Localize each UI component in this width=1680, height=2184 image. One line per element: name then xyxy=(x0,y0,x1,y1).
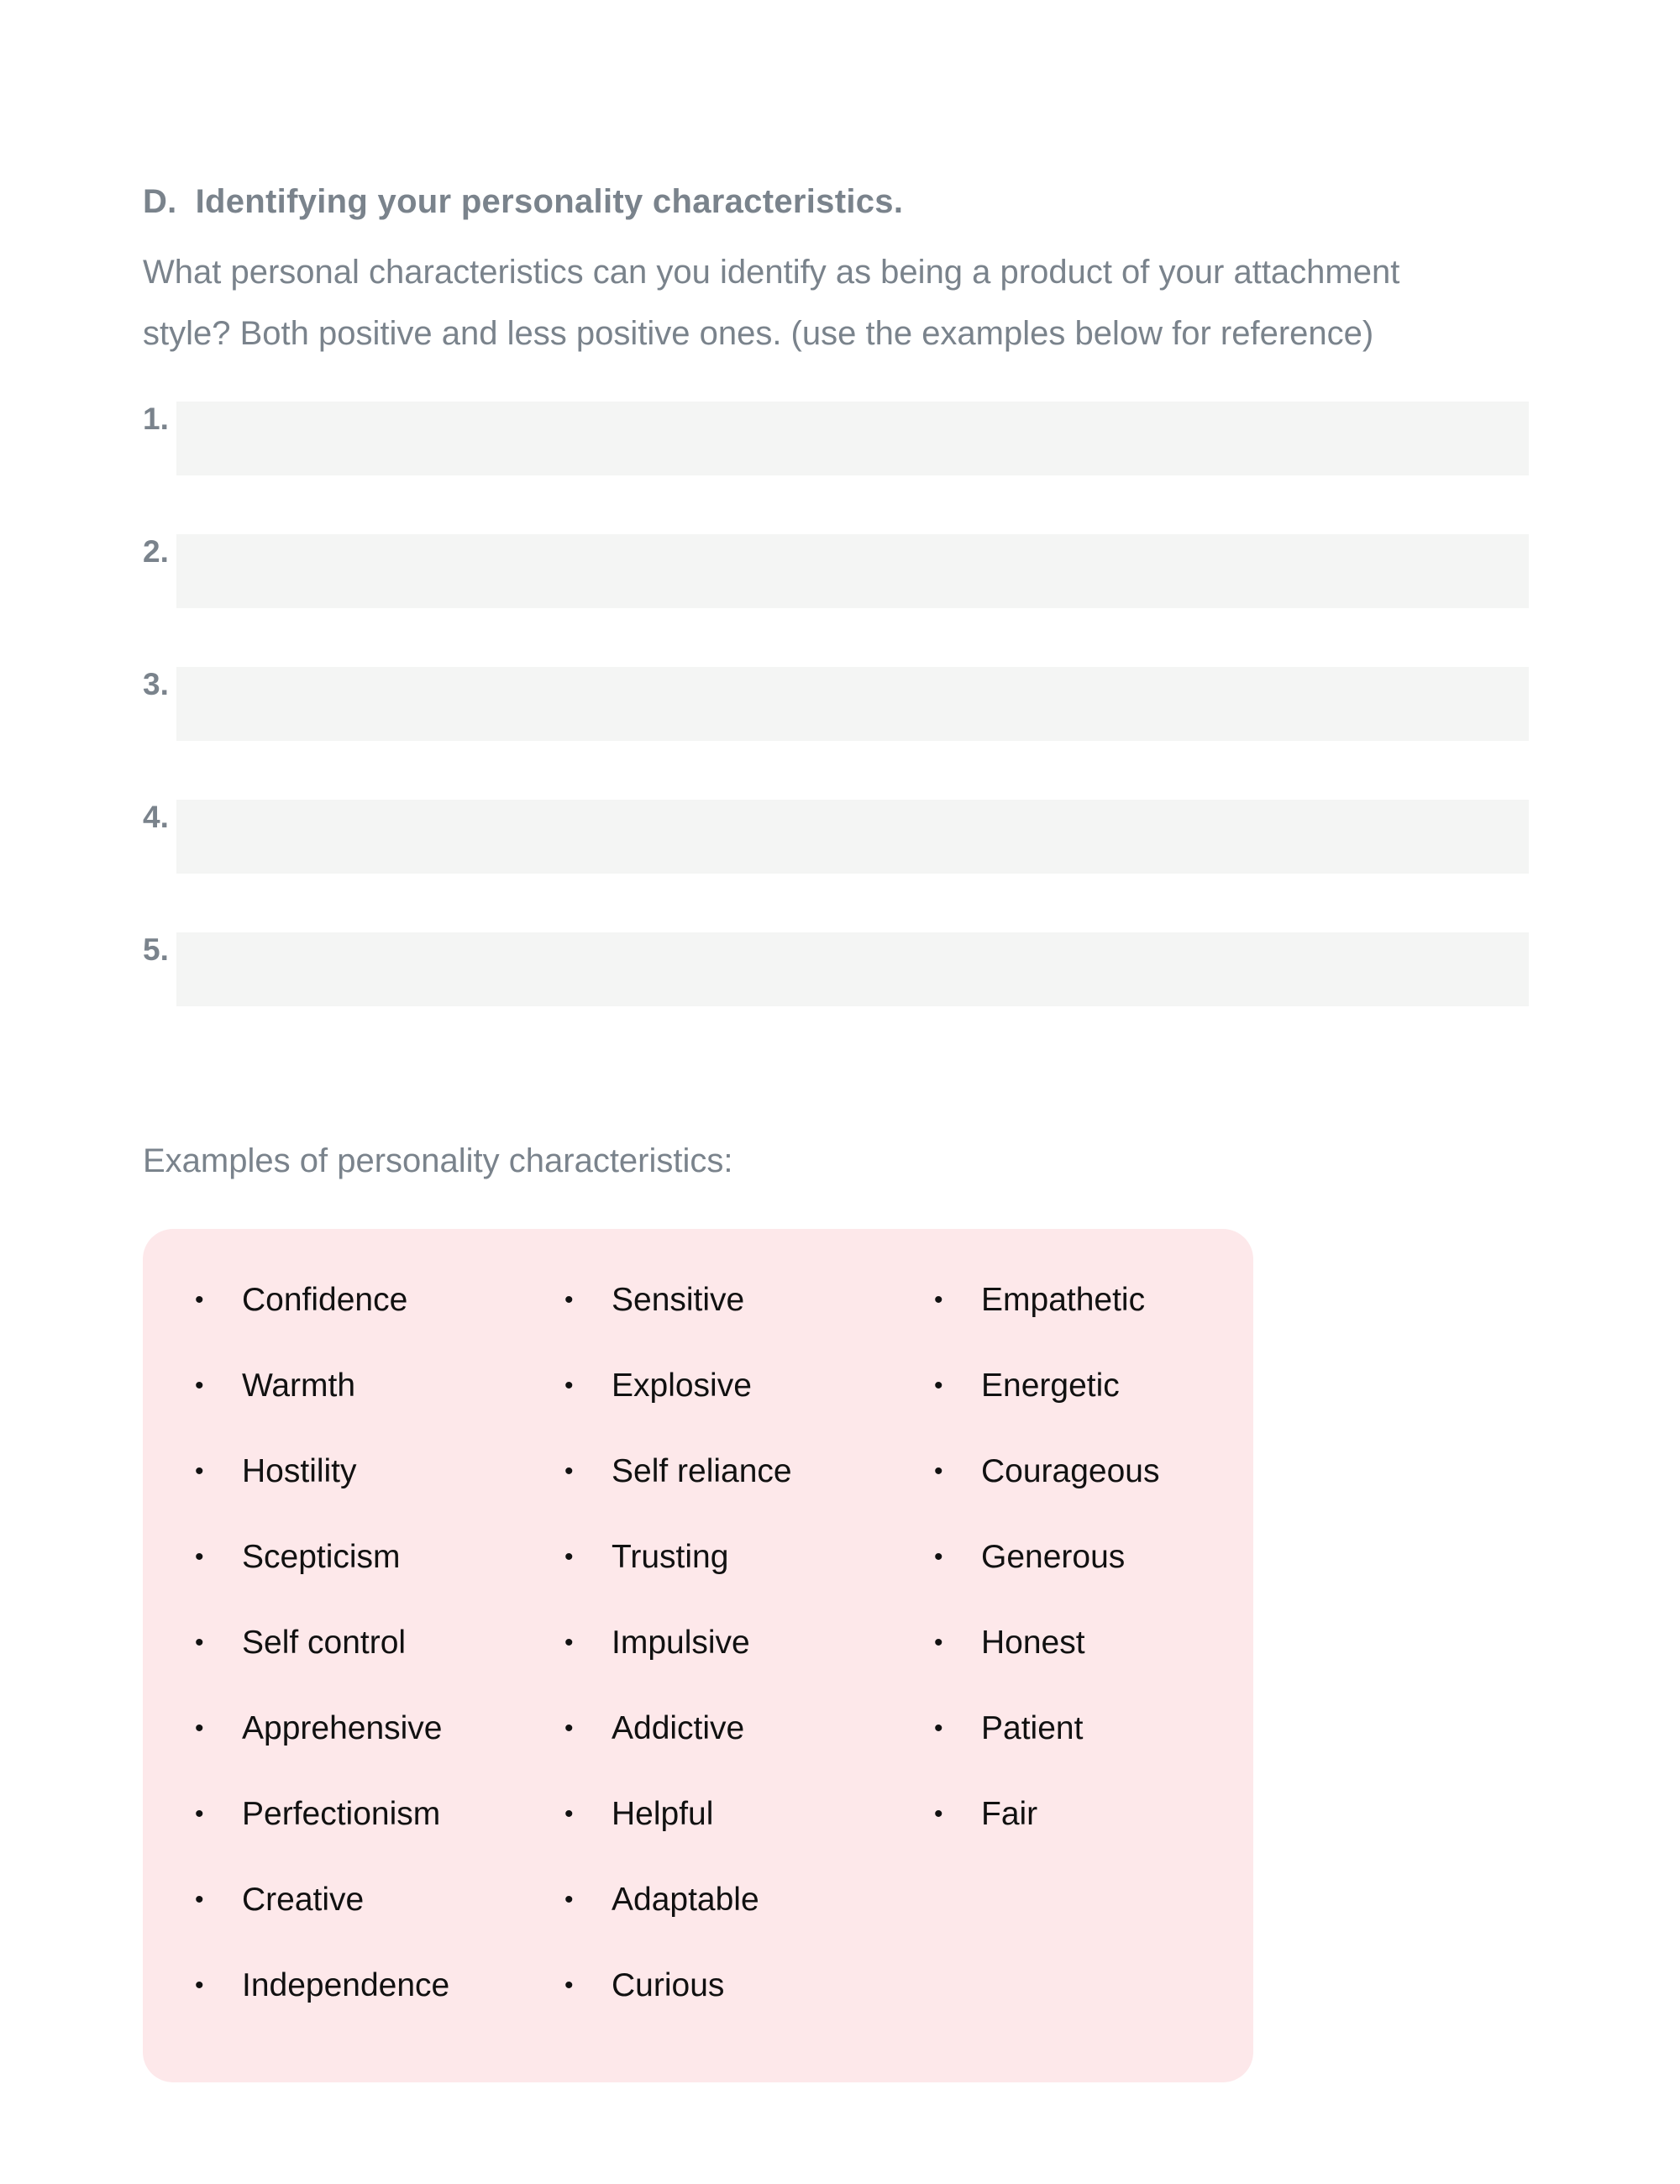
list-item-label: Scepticism xyxy=(242,1539,401,1575)
list-item xyxy=(563,1281,792,1367)
list-item-label: Fair xyxy=(981,1796,1038,1832)
list-item xyxy=(193,1709,449,1795)
list-item-label: Trusting xyxy=(612,1539,729,1575)
list-item-label: Confidence xyxy=(242,1282,408,1318)
list-item xyxy=(932,1452,1159,1538)
list-item xyxy=(563,1881,792,1966)
examples-panel xyxy=(143,1229,1253,2082)
bullet-icon: • xyxy=(934,1543,943,1571)
bullet-icon: • xyxy=(195,1800,204,1828)
list-item xyxy=(563,1795,792,1881)
list-item xyxy=(563,1966,792,2052)
section-title xyxy=(143,183,903,221)
list-item xyxy=(932,1538,1159,1624)
answer-field-5[interactable] xyxy=(176,932,1529,1006)
bullet-icon: • xyxy=(564,1714,574,1742)
list-item xyxy=(563,1452,792,1538)
answer-number-4: 4. xyxy=(143,800,169,834)
bullet-icon: • xyxy=(564,1286,574,1314)
examples-column-2 xyxy=(563,1281,792,2052)
examples-column-3 xyxy=(932,1281,1159,1881)
bullet-icon: • xyxy=(564,1629,574,1656)
answer-number-5: 5. xyxy=(143,932,169,967)
instructions-line-1: What personal characteristics can you identify as being a product of your attachment xyxy=(143,254,1400,291)
bullet-icon: • xyxy=(195,1629,204,1656)
bullet-icon: • xyxy=(564,1886,574,1914)
list-item-label: Helpful xyxy=(612,1796,714,1832)
list-item xyxy=(932,1709,1159,1795)
list-item xyxy=(563,1538,792,1624)
bullet-icon: • xyxy=(195,1286,204,1314)
list-item-label: Generous xyxy=(981,1539,1126,1575)
examples-heading: Examples of personality characteristics: xyxy=(143,1142,733,1179)
instructions-line-2: style? Both positive and less positive ones. (use the examples below for reference) xyxy=(143,315,1374,352)
bullet-icon: • xyxy=(934,1286,943,1314)
answer-row-1 xyxy=(143,402,1529,477)
bullet-icon: • xyxy=(564,1971,574,1999)
list-item-label: Explosive xyxy=(612,1368,752,1404)
list-item xyxy=(193,1281,449,1367)
answer-field-1[interactable] xyxy=(176,402,1529,475)
list-item-label: Energetic xyxy=(981,1368,1120,1404)
answer-field-3[interactable] xyxy=(176,667,1529,741)
list-item-label: Creative xyxy=(242,1882,365,1918)
answer-row-2 xyxy=(143,534,1529,610)
bullet-icon: • xyxy=(195,1971,204,1999)
list-item xyxy=(193,1452,449,1538)
list-item xyxy=(563,1709,792,1795)
bullet-icon: • xyxy=(564,1372,574,1399)
list-item-label: Impulsive xyxy=(612,1625,750,1661)
list-item xyxy=(932,1795,1159,1881)
section-letter: D. xyxy=(143,183,177,220)
list-item-label: Apprehensive xyxy=(242,1710,443,1746)
bullet-icon: • xyxy=(564,1543,574,1571)
bullet-icon: • xyxy=(195,1886,204,1914)
list-item xyxy=(563,1624,792,1709)
list-item-label: Empathetic xyxy=(981,1282,1146,1318)
bullet-icon: • xyxy=(934,1629,943,1656)
list-item-label: Self control xyxy=(242,1625,407,1661)
bullet-icon: • xyxy=(934,1800,943,1828)
examples-column-1 xyxy=(193,1281,449,2052)
list-item-label: Honest xyxy=(981,1625,1085,1661)
answer-row-4 xyxy=(143,800,1529,875)
list-item xyxy=(193,1538,449,1624)
answer-row-5 xyxy=(143,932,1529,1008)
list-item xyxy=(932,1281,1159,1367)
answer-number-3: 3. xyxy=(143,667,169,701)
list-item-label: Courageous xyxy=(981,1453,1160,1489)
list-item xyxy=(193,1881,449,1966)
list-item xyxy=(193,1795,449,1881)
list-item xyxy=(932,1367,1159,1452)
list-item-label: Addictive xyxy=(612,1710,745,1746)
section-title-text: Identifying your personality characteristics. xyxy=(195,183,904,220)
list-item-label: Independence xyxy=(242,1967,450,2003)
list-item xyxy=(193,1624,449,1709)
list-item-label: Warmth xyxy=(242,1368,356,1404)
bullet-icon: • xyxy=(564,1457,574,1485)
answer-field-2[interactable] xyxy=(176,534,1529,608)
answer-row-3 xyxy=(143,667,1529,743)
list-item-label: Curious xyxy=(612,1967,725,2003)
list-item-label: Hostility xyxy=(242,1453,357,1489)
list-item xyxy=(563,1367,792,1452)
bullet-icon: • xyxy=(195,1714,204,1742)
bullet-icon: • xyxy=(934,1372,943,1399)
bullet-icon: • xyxy=(195,1457,204,1485)
list-item-label: Self reliance xyxy=(612,1453,792,1489)
bullet-icon: • xyxy=(195,1372,204,1399)
list-item xyxy=(193,1367,449,1452)
list-item xyxy=(193,1966,449,2052)
list-item-label: Adaptable xyxy=(612,1882,759,1918)
bullet-icon: • xyxy=(934,1714,943,1742)
list-item-label: Perfectionism xyxy=(242,1796,441,1832)
answer-number-2: 2. xyxy=(143,534,169,569)
answer-number-1: 1. xyxy=(143,402,169,436)
bullet-icon: • xyxy=(564,1800,574,1828)
list-item-label: Patient xyxy=(981,1710,1084,1746)
bullet-icon: • xyxy=(934,1457,943,1485)
bullet-icon: • xyxy=(195,1543,204,1571)
list-item xyxy=(932,1624,1159,1709)
section-instructions xyxy=(143,242,1571,365)
answer-field-4[interactable] xyxy=(176,800,1529,874)
list-item-label: Sensitive xyxy=(612,1282,745,1318)
